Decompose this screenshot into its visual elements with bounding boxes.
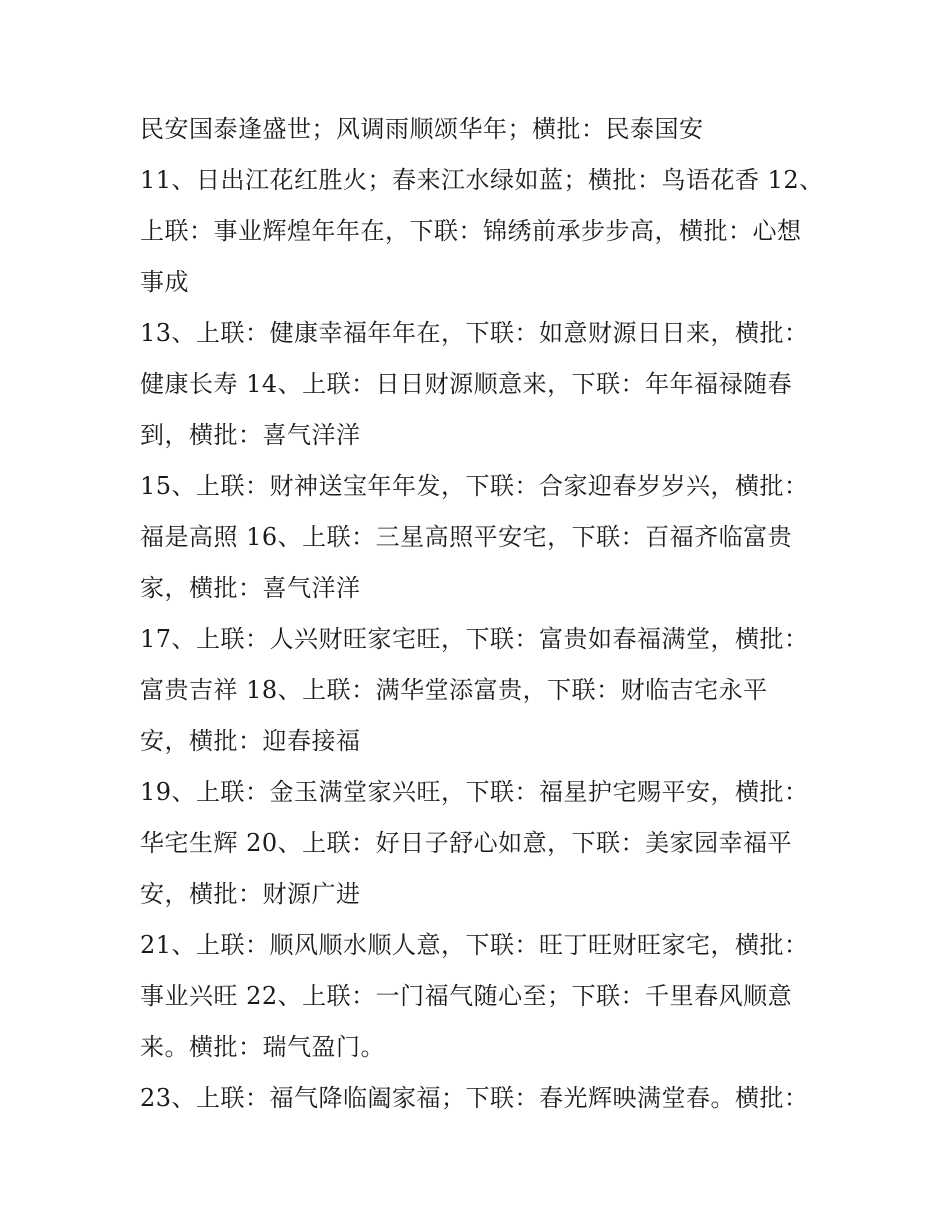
- text-line: 19、上联：金玉满堂家兴旺，下联：福星护宅赐平安，横批：: [140, 778, 809, 806]
- text-line: 11、日出江花红胜火；春来江水绿如蓝；横批：鸟语花香 12、: [140, 166, 824, 194]
- text-line: 15、上联：财神送宝年年发，下联：合家迎春岁岁兴，横批：: [140, 472, 809, 500]
- text-line: 安，横批：财源广进: [140, 880, 361, 908]
- text-line: 民安国泰逢盛世；风调雨顺颂华年；横批：民泰国安: [140, 115, 704, 143]
- text-line: 安，横批：迎春接福: [140, 727, 361, 755]
- text-line: 富贵吉祥 18、上联：满华堂添富贵，下联：财临吉宅永平: [140, 676, 768, 704]
- text-line: 华宅生辉 20、上联：好日子舒心如意，下联：美家园幸福平: [140, 829, 793, 857]
- text-line: 事成: [140, 268, 189, 296]
- text-line: 13、上联：健康幸福年年在，下联：如意财源日日来，横批：: [140, 319, 809, 347]
- text-line: 健康长寿 14、上联：日日财源顺意来，下联：年年福禄随春: [140, 370, 793, 398]
- text-line: 17、上联：人兴财旺家宅旺，下联：富贵如春福满堂，横批：: [140, 625, 809, 653]
- text-line: 21、上联：顺风顺水顺人意，下联：旺丁旺财旺家宅，横批：: [140, 931, 809, 959]
- couplet-text-block: [140, 104, 840, 1124]
- text-line: 福是高照 16、上联：三星高照平安宅，下联：百福齐临富贵: [140, 523, 793, 551]
- text-line: 23、上联：福气降临阖家福；下联：春光辉映满堂春。横批：: [140, 1084, 809, 1112]
- text-line: 事业兴旺 22、上联：一门福气随心至；下联：千里春风顺意: [140, 982, 793, 1010]
- text-line: 来。横批：瑞气盈门。: [140, 1033, 385, 1061]
- text-line: 家，横批：喜气洋洋: [140, 574, 361, 602]
- text-line: 到，横批：喜气洋洋: [140, 421, 361, 449]
- text-line: 上联：事业辉煌年年在，下联：锦绣前承步步高，横批：心想: [140, 217, 802, 245]
